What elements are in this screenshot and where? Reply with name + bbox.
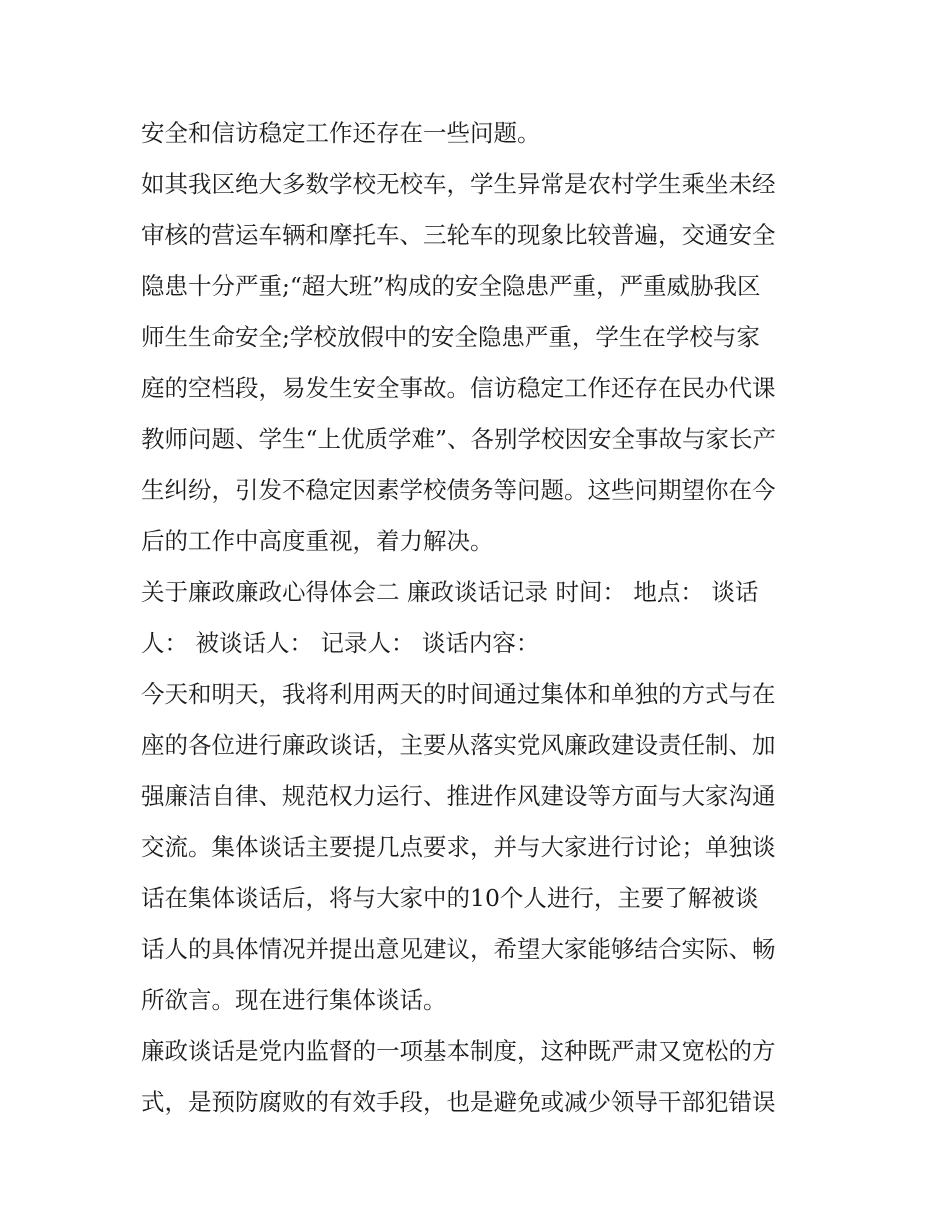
text-line: 审核的营运车辆和摩托车、三轮车的现象比较普遍，交通安全 xyxy=(141,221,776,249)
text-line: 今天和明天，我将利用两天的时间通过集体和单独的方式与在 xyxy=(141,680,776,708)
text-line: 生纠纷，引发不稳定因素学校债务等问题。这些问期望你在今 xyxy=(141,476,776,504)
text-line: 安全和信访稳定工作还存在一些问题。 xyxy=(141,119,541,147)
text-line: 廉政谈话是党内监督的一项基本制度，这种既严肃又宽松的方 xyxy=(141,1037,776,1065)
text-line: 隐患十分严重;“超大班”构成的安全隐患严重，严重威胁我区 xyxy=(141,272,761,300)
text-line: 交流。集体谈话主要提几点要求，并与大家进行讨论；单独谈 xyxy=(141,833,776,861)
text-line: 教师问题、学生“上优质学难”、各别学校因安全事故与家长产 xyxy=(141,425,777,453)
text-line: 话在集体谈话后，将与大家中的10个人进行，主要了解被谈 xyxy=(141,884,759,912)
text-line: 如其我区绝大多数学校无校车，学生异常是农村学生乘坐未经 xyxy=(141,170,776,198)
text-line: 式，是预防腐败的有效手段，也是避免或减少领导干部犯错误 xyxy=(141,1088,776,1116)
text-line: 关于廉政廉政心得体会二 廉政谈话记录 时间： 地点： 谈话 xyxy=(141,578,759,606)
text-line: 师生生命安全;学校放假中的安全隐患严重，学生在学校与家 xyxy=(141,323,760,351)
document-body xyxy=(141,108,821,1128)
text-line: 后的工作中高度重视，着力解决。 xyxy=(141,527,494,555)
text-line: 庭的空档段，易发生安全事故。信访稳定工作还存在民办代课 xyxy=(141,374,776,402)
text-line: 人： 被谈话人： 记录人： 谈话内容： xyxy=(141,629,540,657)
text-line: 强廉洁自律、规范权力运行、推进作风建设等方面与大家沟通 xyxy=(141,782,776,810)
text-line: 所欲言。现在进行集体谈话。 xyxy=(141,986,447,1014)
text-line: 话人的具体情况并提出意见建议，希望大家能够结合实际、畅 xyxy=(141,935,776,963)
text-line: 座的各位进行廉政谈话，主要从落实党风廉政建设责任制、加 xyxy=(141,731,776,759)
